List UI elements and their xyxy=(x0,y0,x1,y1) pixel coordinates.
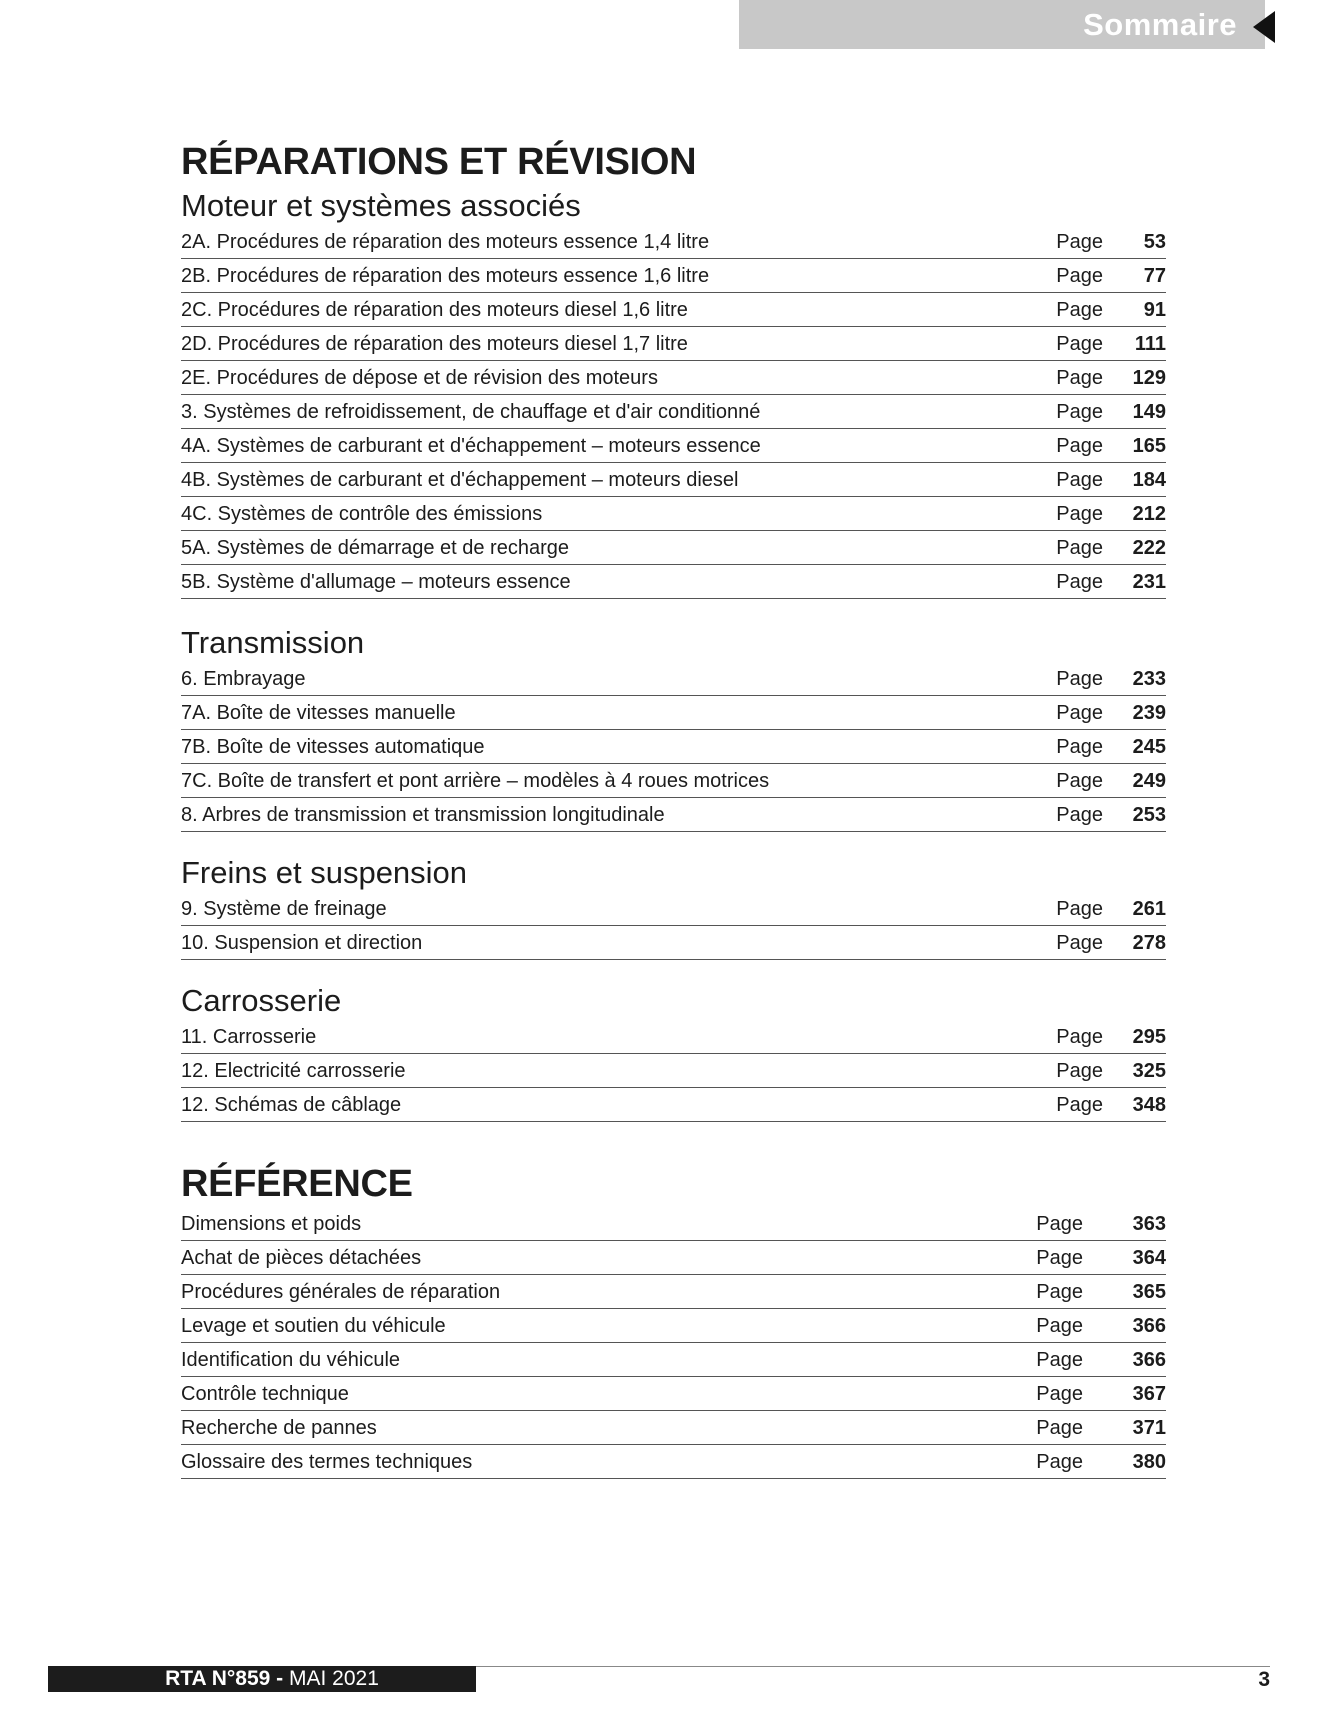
toc-row[interactable] xyxy=(181,1310,1166,1343)
group-title-transmission: Transmission xyxy=(181,625,365,660)
toc-item-label: 2B. Procédures de réparation des moteurs essence 1,6 litre xyxy=(181,264,710,287)
page-number-value: 367 xyxy=(1132,1382,1166,1405)
toc-item-label: 9. Système de freinage xyxy=(181,897,387,920)
page-number-value: 111 xyxy=(1134,332,1166,355)
toc-row[interactable] xyxy=(181,663,1166,696)
page-label: Page xyxy=(1056,502,1103,525)
toc-list-moteur xyxy=(181,226,1166,599)
toc-row[interactable] xyxy=(181,1344,1166,1377)
toc-row[interactable] xyxy=(181,362,1166,395)
toc-row[interactable] xyxy=(181,498,1166,531)
toc-row[interactable] xyxy=(181,1446,1166,1479)
toc-item-label: 11. Carrosserie xyxy=(181,1025,317,1048)
page-label: Page xyxy=(1056,400,1103,423)
page-number-value: 365 xyxy=(1132,1280,1166,1303)
page-label: Page xyxy=(1056,468,1103,491)
page-number-value: 371 xyxy=(1132,1416,1166,1439)
page-label: Page xyxy=(1056,366,1103,389)
group-title-carrosserie: Carrosserie xyxy=(181,983,342,1018)
page-label: Page xyxy=(1036,1314,1083,1337)
page-label: Page xyxy=(1056,298,1103,321)
page-label: Page xyxy=(1056,735,1103,758)
page-number-value: 53 xyxy=(1143,230,1166,253)
page-label: Page xyxy=(1056,667,1103,690)
page-number-value: 129 xyxy=(1132,366,1166,389)
page-number-value: 325 xyxy=(1132,1059,1166,1082)
page-label: Page xyxy=(1056,264,1103,287)
back-arrow-icon[interactable] xyxy=(1253,11,1275,43)
toc-list-transmission xyxy=(181,663,1166,832)
page-number-value: 249 xyxy=(1132,769,1166,792)
toc-item-label: 4C. Systèmes de contrôle des émissions xyxy=(181,502,543,525)
toc-item-label: 12. Electricité carrosserie xyxy=(181,1059,406,1082)
page-number-value: 77 xyxy=(1143,264,1166,287)
page-label: Page xyxy=(1056,332,1103,355)
toc-row[interactable] xyxy=(181,765,1166,798)
toc-item-label: 2A. Procédures de réparation des moteurs essence 1,4 litre xyxy=(181,230,710,253)
page-label: Page xyxy=(1056,769,1103,792)
toc-list-carrosserie xyxy=(181,1021,1166,1122)
sommaire-tab[interactable] xyxy=(739,0,1265,49)
page-label: Page xyxy=(1036,1212,1083,1235)
page-number-value: 231 xyxy=(1132,570,1166,593)
toc-item-label: 4A. Systèmes de carburant et d'échappement – moteurs essence xyxy=(181,434,761,457)
toc-item-label: Glossaire des termes techniques xyxy=(181,1450,473,1473)
toc-row[interactable] xyxy=(181,1412,1166,1445)
page-number-value: 253 xyxy=(1132,803,1166,826)
section-title-reference: RÉFÉRENCE xyxy=(181,1163,413,1205)
toc-row[interactable] xyxy=(181,1055,1166,1088)
page-label: Page xyxy=(1056,897,1103,920)
page-label: Page xyxy=(1036,1280,1083,1303)
toc-item-label: 7C. Boîte de transfert et pont arrière – modèles à 4 roues motrices xyxy=(181,769,770,792)
page-number-value: 91 xyxy=(1143,298,1166,321)
toc-row[interactable] xyxy=(181,1089,1166,1122)
toc-item-label: 7B. Boîte de vitesses automatique xyxy=(181,735,485,758)
page-number-value: 278 xyxy=(1132,931,1166,954)
page-label: Page xyxy=(1056,570,1103,593)
page-number-value: 261 xyxy=(1132,897,1166,920)
toc-row[interactable] xyxy=(181,731,1166,764)
group-title-freins: Freins et suspension xyxy=(181,855,468,890)
toc-row[interactable] xyxy=(181,1208,1166,1241)
toc-item-label: 8. Arbres de transmission et transmission longitudinale xyxy=(181,803,665,826)
toc-row[interactable] xyxy=(181,927,1166,960)
page-label: Page xyxy=(1036,1416,1083,1439)
toc-item-label: Contrôle technique xyxy=(181,1382,349,1405)
page-label: Page xyxy=(1056,931,1103,954)
group-title-moteur: Moteur et systèmes associés xyxy=(181,188,581,223)
toc-item-label: 10. Suspension et direction xyxy=(181,931,423,954)
toc-row[interactable] xyxy=(181,464,1166,497)
page-number-value: 233 xyxy=(1132,667,1166,690)
toc-item-label: 4B. Systèmes de carburant et d'échappement – moteurs diesel xyxy=(181,468,739,491)
page-number-value: 212 xyxy=(1132,502,1166,525)
toc-row[interactable] xyxy=(181,1021,1166,1054)
toc-row[interactable] xyxy=(181,1242,1166,1275)
toc-row[interactable] xyxy=(181,532,1166,565)
toc-item-label: 2C. Procédures de réparation des moteurs diesel 1,6 litre xyxy=(181,298,688,321)
footer-date: MAI 2021 xyxy=(289,1667,379,1690)
page-number-value: 222 xyxy=(1132,536,1166,559)
toc-row[interactable] xyxy=(181,799,1166,832)
sommaire-tab-label: Sommaire xyxy=(1083,6,1237,42)
footer-divider xyxy=(476,1666,1270,1667)
toc-row[interactable] xyxy=(181,328,1166,361)
page-number: 3 xyxy=(1258,1668,1270,1691)
page-label: Page xyxy=(1056,701,1103,724)
toc-row[interactable] xyxy=(181,566,1166,599)
toc-item-label: 2D. Procédures de réparation des moteurs diesel 1,7 litre xyxy=(181,332,688,355)
section-title-reparations: RÉPARATIONS ET RÉVISION xyxy=(181,141,697,183)
toc-item-label: 3. Systèmes de refroidissement, de chauffage et d'air conditionné xyxy=(181,400,761,423)
page-label: Page xyxy=(1036,1246,1083,1269)
toc-item-label: Levage et soutien du véhicule xyxy=(181,1314,446,1337)
page-label: Page xyxy=(1056,230,1103,253)
toc-item-label: Procédures générales de réparation xyxy=(181,1280,501,1303)
toc-row[interactable] xyxy=(181,294,1166,327)
page-label: Page xyxy=(1056,536,1103,559)
page-number-value: 348 xyxy=(1132,1093,1166,1116)
page-number-value: 239 xyxy=(1132,701,1166,724)
toc-item-label: Achat de pièces détachées xyxy=(181,1246,422,1269)
toc-item-label: Identification du véhicule xyxy=(181,1348,401,1371)
page-number-value: 366 xyxy=(1132,1348,1166,1371)
toc-list-reference xyxy=(181,1208,1166,1479)
toc-item-label: 7A. Boîte de vitesses manuelle xyxy=(181,701,456,724)
toc-item-label: 2E. Procédures de dépose et de révision des moteurs xyxy=(181,366,658,389)
page-label: Page xyxy=(1056,434,1103,457)
toc-item-label: Recherche de pannes xyxy=(181,1416,377,1439)
page-number-value: 165 xyxy=(1132,434,1166,457)
toc-list-freins xyxy=(181,893,1166,960)
toc-row[interactable] xyxy=(181,1276,1166,1309)
toc-item-label: 5A. Systèmes de démarrage et de recharge xyxy=(181,536,569,559)
footer-issue: RTA N°859 - xyxy=(165,1667,284,1690)
toc-row[interactable] xyxy=(181,893,1166,926)
toc-item-label: 6. Embrayage xyxy=(181,667,306,690)
page-label: Page xyxy=(1036,1382,1083,1405)
page-label: Page xyxy=(1056,1025,1103,1048)
page-label: Page xyxy=(1056,1093,1103,1116)
page-label: Page xyxy=(1036,1348,1083,1371)
toc-item-label: 5B. Système d'allumage – moteurs essence xyxy=(181,570,571,593)
page-number-value: 184 xyxy=(1132,468,1166,491)
page-number-value: 366 xyxy=(1132,1314,1166,1337)
toc-row[interactable] xyxy=(181,697,1166,730)
page-number-value: 245 xyxy=(1132,735,1166,758)
page-number-value: 380 xyxy=(1132,1450,1166,1473)
page-number-value: 363 xyxy=(1132,1212,1166,1235)
page-label: Page xyxy=(1036,1450,1083,1473)
page-number-value: 149 xyxy=(1132,400,1166,423)
page-label: Page xyxy=(1056,803,1103,826)
page-label: Page xyxy=(1056,1059,1103,1082)
footer-issue-bar xyxy=(48,1666,476,1692)
toc-row[interactable] xyxy=(181,226,1166,259)
page-number-value: 364 xyxy=(1132,1246,1166,1269)
toc-row[interactable] xyxy=(181,1378,1166,1411)
toc-item-label: Dimensions et poids xyxy=(181,1212,362,1235)
toc-row[interactable] xyxy=(181,396,1166,429)
table-of-contents xyxy=(181,138,1166,1480)
toc-row[interactable] xyxy=(181,430,1166,463)
toc-item-label: 12. Schémas de câblage xyxy=(181,1093,402,1116)
page-number-value: 295 xyxy=(1132,1025,1166,1048)
toc-row[interactable] xyxy=(181,260,1166,293)
